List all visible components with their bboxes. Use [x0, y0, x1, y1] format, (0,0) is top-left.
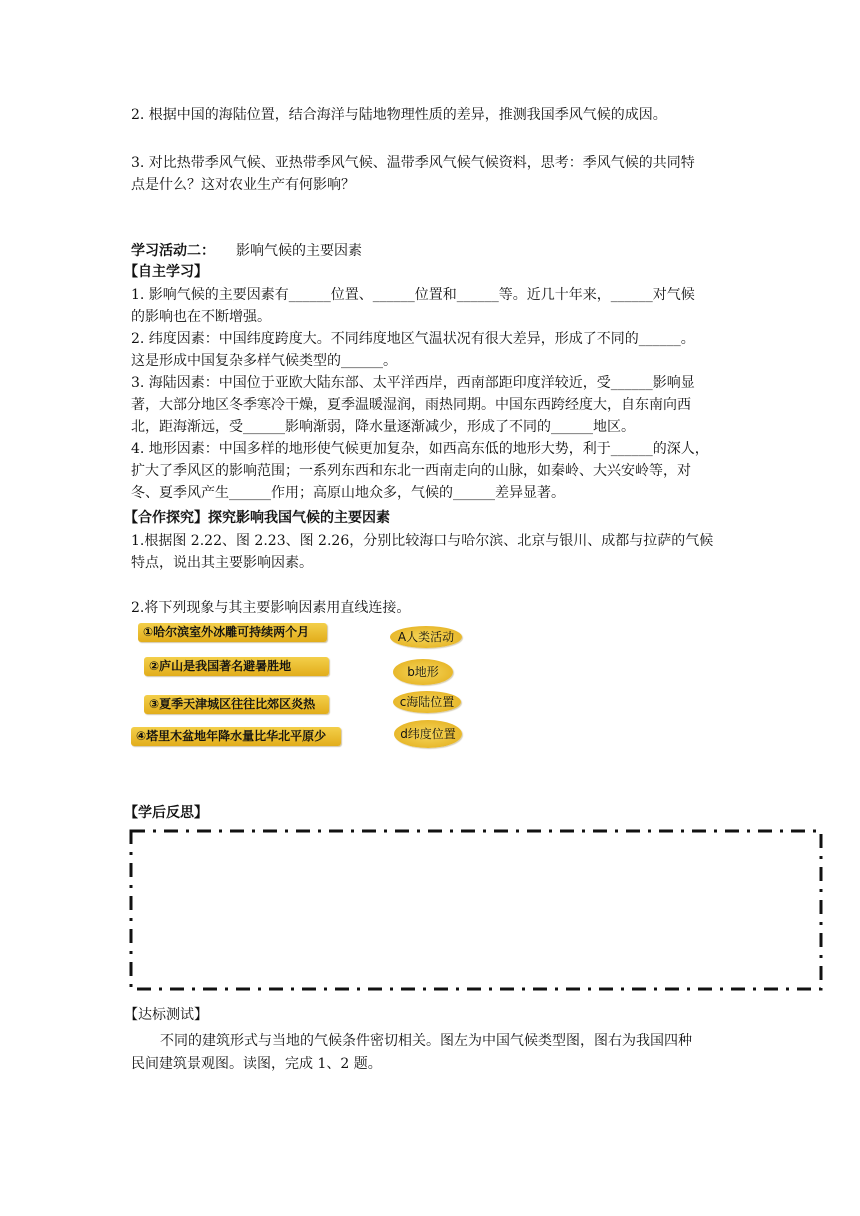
cooperation-header: 【合作探究】探究影响我国气候的主要因素	[124, 510, 390, 526]
self-study-item-3-line-2: 著，大部分地区冬季寒冷干燥，夏季温暖湿润，雨热同期。中国东西跨经度大，自东南向西	[131, 397, 691, 413]
factor-tag-d: d纬度位置	[394, 720, 462, 748]
question-2: 2. 根据中国的海陆位置，结合海洋与陆地物理性质的差异，推测我国季风气候的成因。	[131, 107, 667, 123]
self-study-item-3-line-3: 北，距海渐远，受______影响渐弱，降水量逐渐减少，形成了不同的______地区。	[131, 419, 635, 435]
test-header: 【达标测试】	[124, 1007, 208, 1023]
self-study-item-4-line-1: 4. 地形因素：中国多样的地形使气候更加复杂，如西高东低的地形大势，利于______的深人，	[131, 441, 709, 457]
reflection-answer-box[interactable]	[128, 828, 826, 994]
phenomenon-tag-3: ③夏季天津城区往往比郊区炎热	[144, 695, 329, 714]
test-intro-line-2: 民间建筑景观图。读图，完成 1、2 题。	[131, 1056, 382, 1072]
cooperation-question-2: 2.将下列现象与其主要影响因素用直线连接。	[131, 600, 411, 616]
factor-tag-b: b地形	[393, 659, 453, 685]
self-study-item-4-line-3: 冬、夏季风产生______作用；高原山地众多，气候的______差异显著。	[131, 485, 565, 501]
question-3-line-1: 3. 对比热带季风气候、亚热带季风气候、温带季风气候气候资料，思考：季风气候的共同特	[131, 155, 695, 171]
phenomenon-tag-1: ①哈尔滨室外冰雕可持续两个月	[138, 623, 327, 642]
activity-subtitle: 影响气候的主要因素	[236, 243, 362, 259]
factor-tag-a: A人类活动	[390, 626, 462, 648]
self-study-header: 【自主学习】	[124, 264, 208, 280]
self-study-item-1-line-2: 的影响也在不断增强。	[131, 309, 271, 325]
phenomenon-tag-2: ②庐山是我国著名避暑胜地	[144, 657, 329, 676]
self-study-item-4-line-2: 扩大了季风区的影响范围；一系列东西和东北一西南走向的山脉，如秦岭、大兴安岭等，对	[131, 463, 691, 479]
activity-title: 学习活动二：	[131, 243, 215, 259]
question-3-line-2: 点是什么？这对农业生产有何影响？	[131, 177, 355, 193]
test-intro-line-1: 不同的建筑形式与当地的气候条件密切相关。图左为中国气候类型图，图右为我国四种	[160, 1033, 692, 1049]
self-study-item-1-line-1: 1. 影响气候的主要因素有______位置、______位置和______等。近几十年来，______对气候	[131, 287, 695, 303]
factor-tag-c: c海陆位置	[393, 691, 461, 713]
self-study-item-2-line-1: 2. 纬度因素：中国纬度跨度大。不同纬度地区气温状况有很大差异，形成了不同的______。	[131, 331, 695, 347]
cooperation-question-1-line-2: 特点，说出其主要影响因素。	[131, 555, 313, 571]
cooperation-question-1-line-1: 1.根据图 2.22、图 2.23、图 2.26，分别比较海口与哈尔滨、北京与银川、成都与拉萨的气候	[131, 533, 714, 549]
phenomenon-tag-4: ④塔里木盆地年降水量比华北平原少	[131, 727, 341, 746]
self-study-item-2-line-2: 这是形成中国复杂多样气候类型的______。	[131, 353, 397, 369]
self-study-item-3-line-1: 3. 海陆因素：中国位于亚欧大陆东部、太平洋西岸，西南部距印度洋较近，受______影响显	[131, 375, 695, 391]
reflection-header: 【学后反思】	[124, 805, 208, 821]
